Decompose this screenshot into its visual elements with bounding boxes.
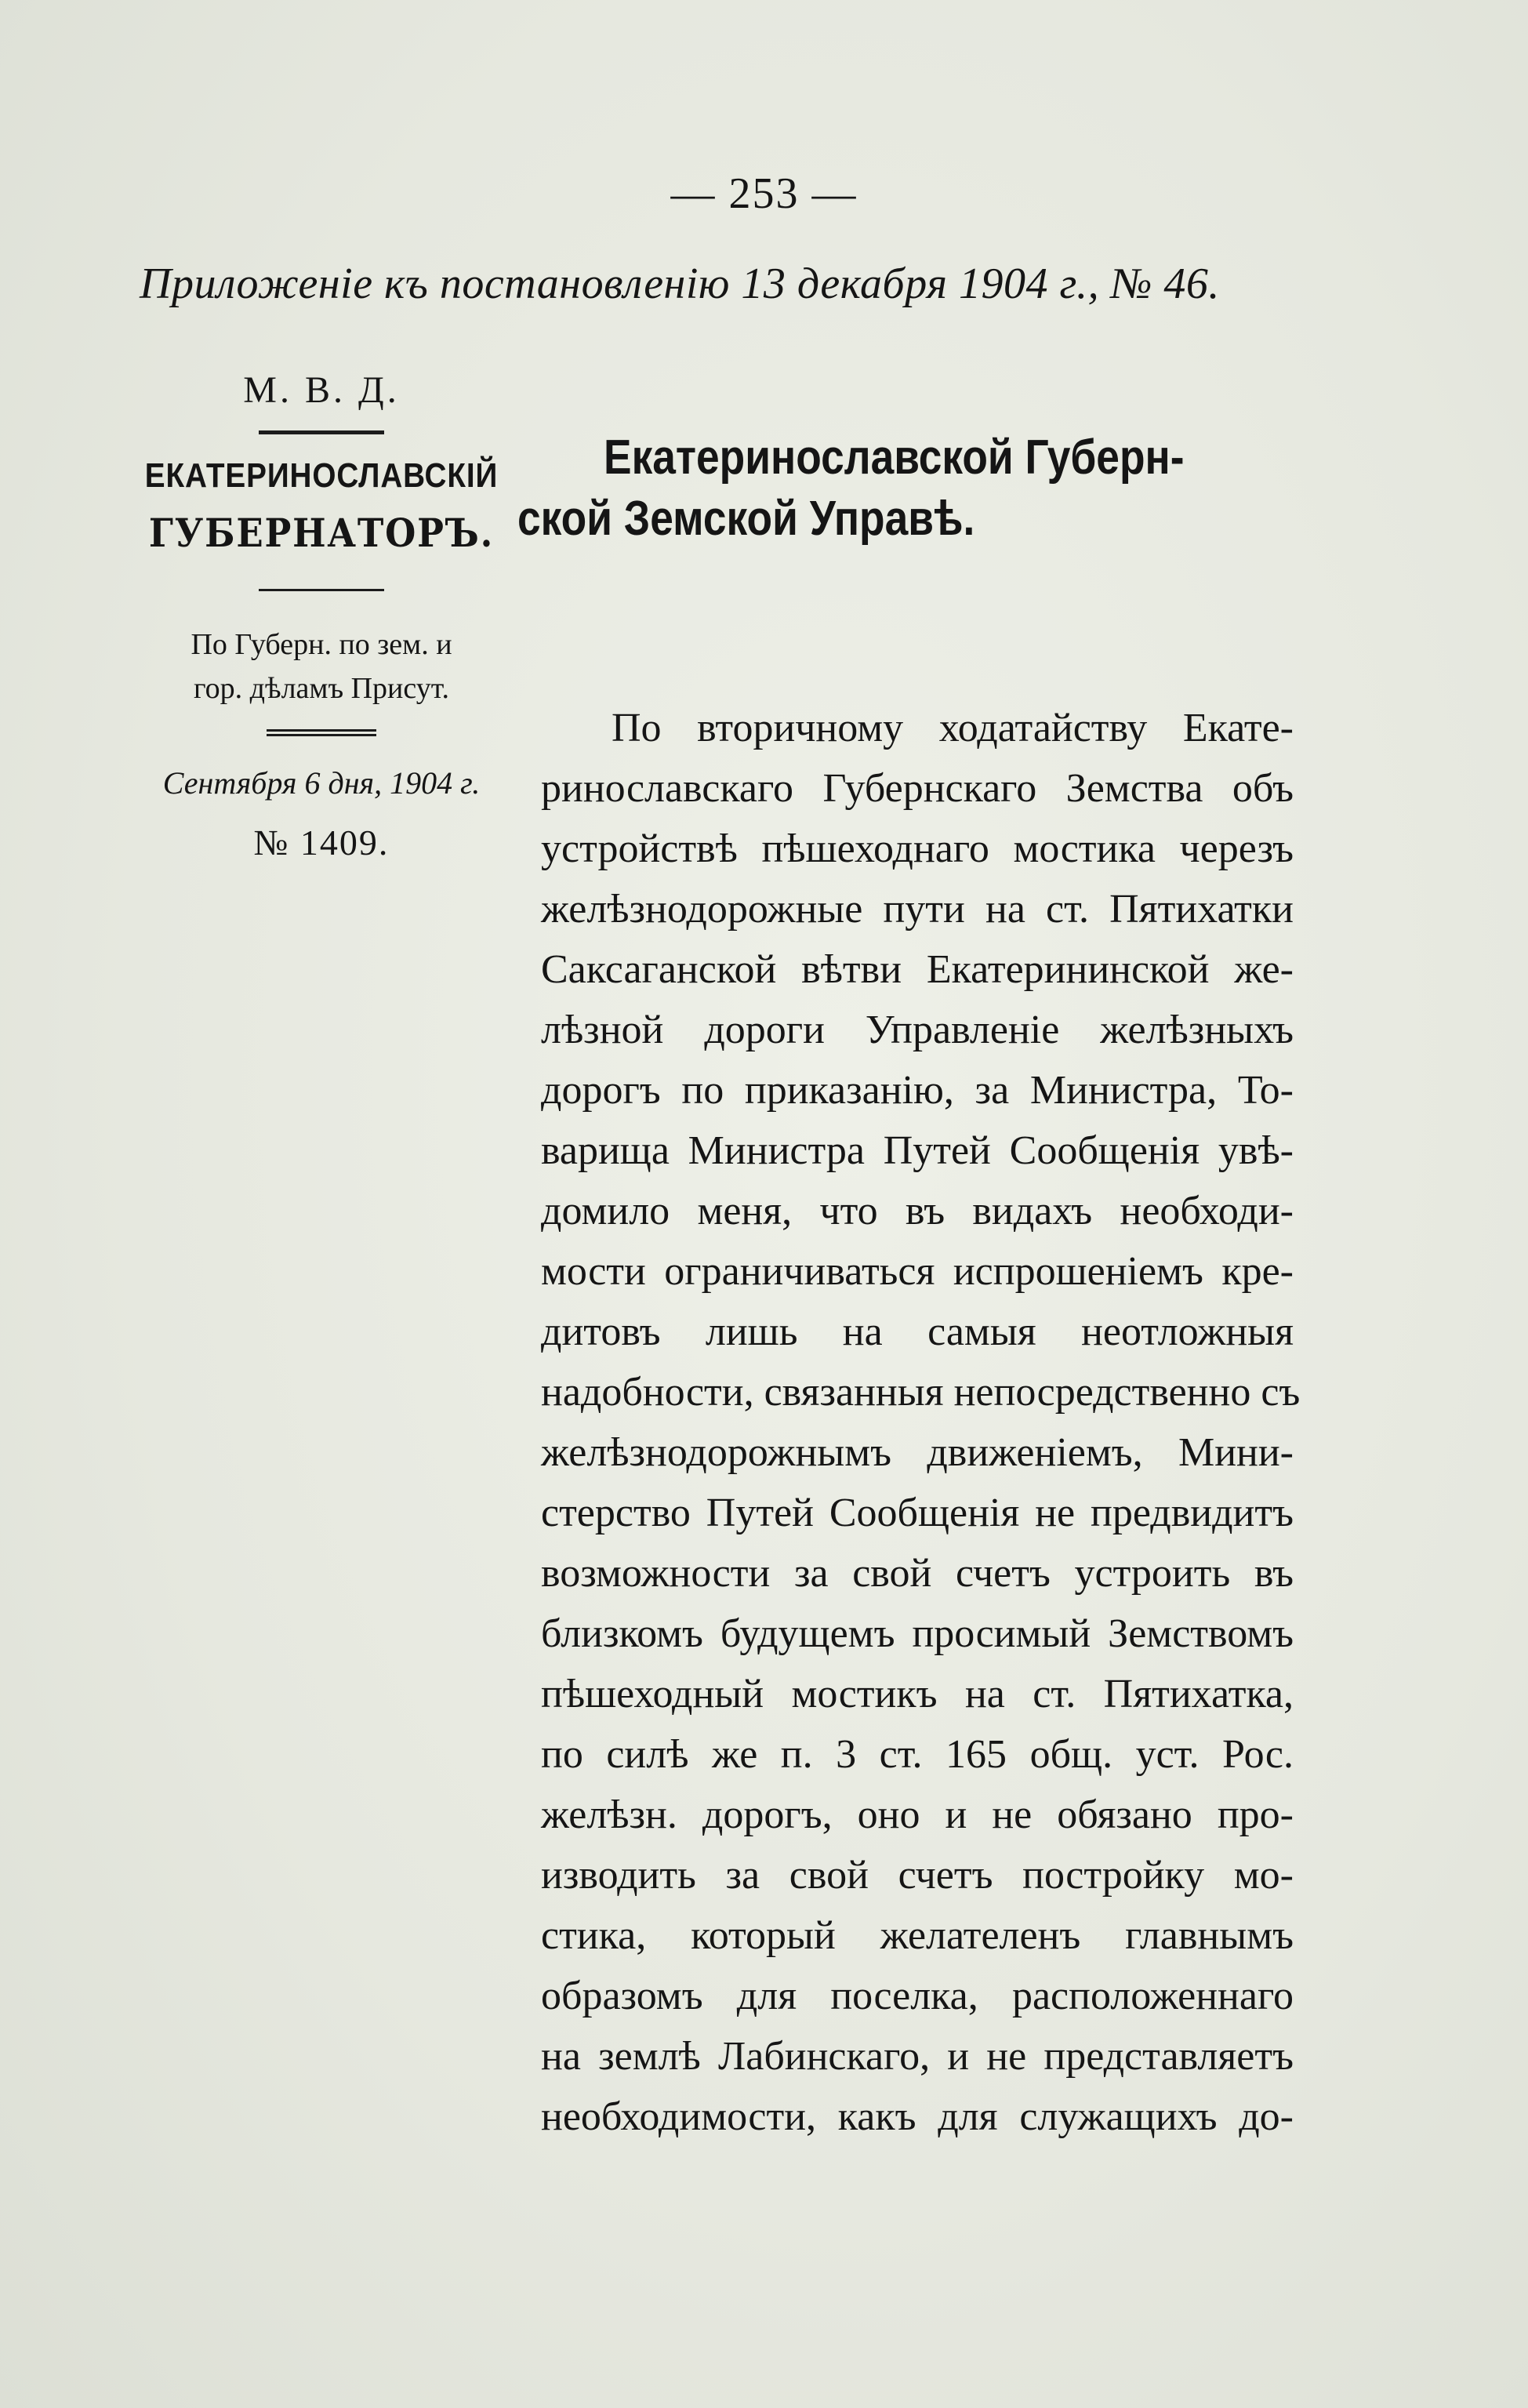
- body-line: стерство Путей Сообщенія не предвидитъ: [541, 1491, 1294, 1535]
- body-line: надобности, связанныя непосредственно съ: [541, 1370, 1301, 1415]
- body-line: изводить за свой счетъ постройку мо-: [541, 1853, 1294, 1898]
- body-line: желѣзнодорожнымъ движеніемъ, Мини-: [541, 1430, 1294, 1475]
- sender-block: [118, 369, 525, 863]
- page-number: — 253 —: [670, 169, 858, 218]
- ministry-abbreviation: М. В. Д.: [243, 369, 400, 411]
- body-line: по силѣ же п. 3 ст. 165 общ. уст. Рос.: [541, 1732, 1294, 1777]
- body-line: желѣзн. дорогъ, оно и не обязано про-: [541, 1792, 1294, 1837]
- letter-number: № 1409.: [253, 823, 390, 863]
- office-title-line1: ЕКАТЕРИНОСЛАВСКІЙ: [144, 456, 499, 495]
- body-line: дитовъ лишь на самыя неотложныя: [541, 1309, 1294, 1354]
- body-line: близкомъ будущемъ просимый Земствомъ: [541, 1611, 1294, 1656]
- body-line: устройствѣ пѣшеходнаго мостика черезъ: [541, 826, 1294, 871]
- appendix-reference: Приложеніе къ постановленію 13 декабря 1904 г., № 46.: [140, 260, 1220, 308]
- office-title-line2: ГУБЕРНАТОРЪ.: [148, 510, 495, 556]
- body-line: По вторичному ходатайству Екате-: [612, 706, 1294, 750]
- addressee: [517, 427, 1309, 550]
- divider-rule: [259, 589, 384, 591]
- body-line: желѣзнодорожные пути на ст. Пятихатки: [541, 887, 1294, 932]
- addressee-line2: ской Земской Управѣ.: [517, 492, 975, 546]
- letter-date: Сентября 6 дня, 1904 г.: [162, 765, 481, 801]
- addressee-line1: Екатеринославской Губерн-: [604, 430, 1185, 485]
- body-line: ринославскаго Губернскаго Земства объ: [541, 766, 1294, 811]
- body-line: стика, который желателенъ главнымъ: [541, 1913, 1294, 1958]
- double-divider-rule: [267, 729, 376, 736]
- department-line2: гор. дѣламъ Присут.: [193, 672, 450, 705]
- body-line: домило меня, что въ видахъ необходи-: [541, 1189, 1294, 1233]
- body-line: возможности за свой счетъ устроить въ: [541, 1551, 1294, 1596]
- body-line: необходимости, какъ для служащихъ до-: [541, 2094, 1294, 2139]
- body-line: Саксаганской вѣтви Екатерининской же-: [541, 947, 1294, 992]
- body-line: образомъ для поселка, расположеннаго: [541, 1974, 1294, 2018]
- body-line: варища Министра Путей Сообщенія увѣ-: [541, 1128, 1294, 1173]
- body-line: дорогъ по приказанію, за Министра, То-: [541, 1068, 1294, 1113]
- divider-rule: [259, 430, 384, 434]
- department-line1: По Губерн. по зем. и: [191, 628, 452, 661]
- body-line: пѣшеходный мостикъ на ст. Пятихатка,: [541, 1672, 1294, 1716]
- department-name: [118, 623, 525, 710]
- letter-body: [541, 698, 1301, 2147]
- body-line: на землѣ Лабинскаго, и не представляетъ: [541, 2034, 1294, 2079]
- body-line: лѣзной дороги Управленіе желѣзныхъ: [541, 1008, 1294, 1052]
- body-line: мости ограничиваться испрошеніемъ кре-: [541, 1249, 1294, 1294]
